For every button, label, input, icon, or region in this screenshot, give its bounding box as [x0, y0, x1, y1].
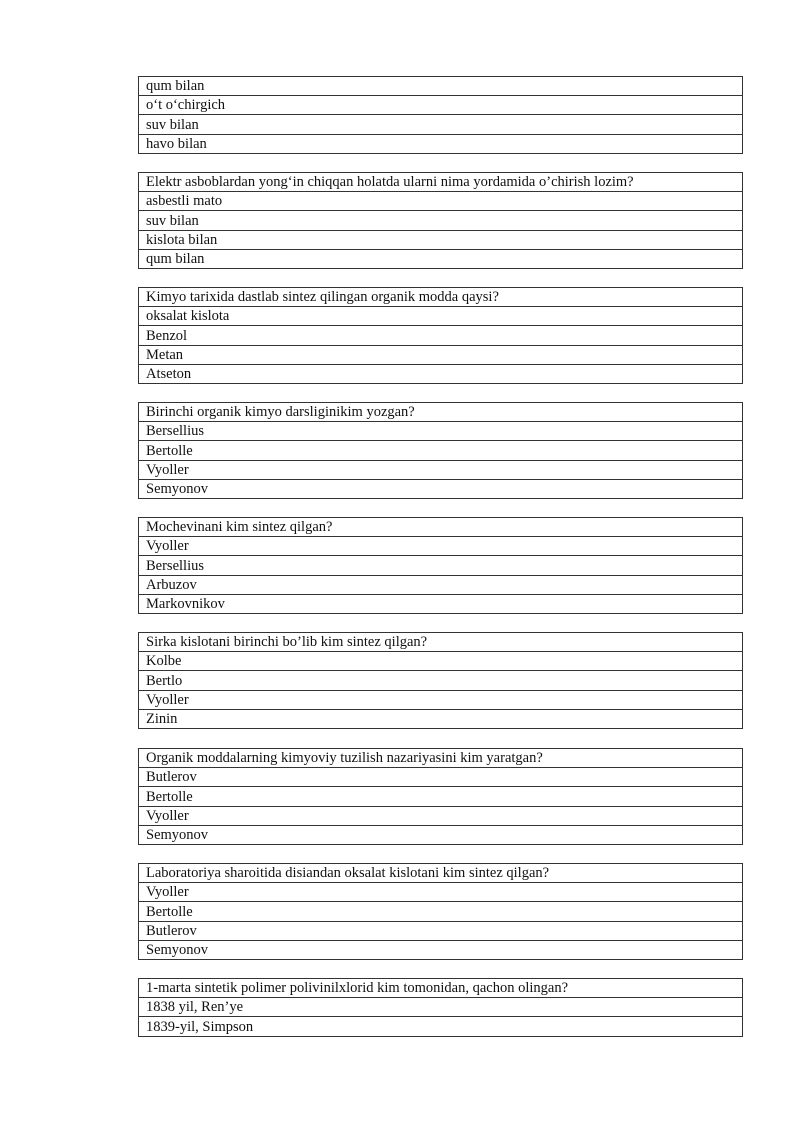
answer-row: [139, 690, 743, 709]
question-block-3: [138, 287, 743, 384]
answer-row: [139, 652, 743, 671]
answer-option: Bersellius: [139, 422, 743, 441]
answer-option: Bertolle: [139, 441, 743, 460]
question-text: Organik moddalarning kimyoviy tuzilish nazariyasini kim yaratgan?: [139, 749, 743, 768]
answer-row: [139, 479, 743, 498]
answer-row: [139, 422, 743, 441]
answer-row: [139, 307, 743, 326]
answer-option: Atseton: [139, 364, 743, 383]
answer-row: [139, 806, 743, 825]
question-block-2: [138, 172, 743, 269]
answer-option: Bertlo: [139, 671, 743, 690]
question-row: [139, 979, 743, 998]
answer-option: Kolbe: [139, 652, 743, 671]
question-text: Mochevinani kim sintez qilgan?: [139, 518, 743, 537]
answer-row: [139, 364, 743, 383]
answer-option: Semyonov: [139, 479, 743, 498]
question-block-7: [138, 748, 743, 845]
question-text: 1-marta sintetik polimer polivinilxlorid kim tomonidan, qachon olingan?: [139, 979, 743, 998]
answer-option: 1839-yil, Simpson: [139, 1017, 743, 1036]
answer-row: [139, 883, 743, 902]
answer-row: [139, 768, 743, 787]
question-text: Sirka kislotani birinchi bo’lib kim sintez qilgan?: [139, 633, 743, 652]
answer-row: [139, 556, 743, 575]
answer-row: [139, 998, 743, 1017]
question-block-9: [138, 978, 743, 1037]
answer-option: Bertolle: [139, 787, 743, 806]
answer-row: [139, 115, 743, 134]
answer-row: [139, 671, 743, 690]
answer-row: [139, 96, 743, 115]
answer-option: Vyoller: [139, 806, 743, 825]
answer-row: [139, 537, 743, 556]
answer-option: Vyoller: [139, 460, 743, 479]
answer-option: Semyonov: [139, 825, 743, 844]
answer-row: [139, 921, 743, 940]
answer-option: Vyoller: [139, 883, 743, 902]
question-text: Elektr asboblardan yong‘in chiqqan holatda ularni nima yordamida o’chirish lozim?: [139, 173, 743, 192]
answer-row: [139, 940, 743, 959]
question-row: [139, 518, 743, 537]
answer-option: havo bilan: [139, 134, 743, 153]
answer-row: [139, 345, 743, 364]
answer-option: kislota bilan: [139, 230, 743, 249]
answer-row: [139, 1017, 743, 1036]
question-block-8: [138, 863, 743, 960]
answer-row: [139, 249, 743, 268]
answer-option: suv bilan: [139, 211, 743, 230]
answer-option: Butlerov: [139, 921, 743, 940]
answer-row: [139, 211, 743, 230]
answer-option: oksalat kislota: [139, 307, 743, 326]
answer-option: Butlerov: [139, 768, 743, 787]
answer-option: o‘t o‘chirgich: [139, 96, 743, 115]
answer-option: qum bilan: [139, 249, 743, 268]
answer-row: [139, 230, 743, 249]
answer-option: qum bilan: [139, 77, 743, 96]
answer-option: Metan: [139, 345, 743, 364]
answer-option: suv bilan: [139, 115, 743, 134]
answer-row: [139, 787, 743, 806]
answer-option: Markovnikov: [139, 594, 743, 613]
question-row: [139, 633, 743, 652]
answer-option: Vyoller: [139, 690, 743, 709]
question-block-4: [138, 402, 743, 499]
answer-row: [139, 825, 743, 844]
answer-option: Bertolle: [139, 902, 743, 921]
answer-row: [139, 709, 743, 728]
answer-option: Zinin: [139, 709, 743, 728]
answer-row: [139, 326, 743, 345]
answer-option: Benzol: [139, 326, 743, 345]
answer-option: Bersellius: [139, 556, 743, 575]
question-row: [139, 403, 743, 422]
answer-option: asbestli mato: [139, 192, 743, 211]
answer-row: [139, 460, 743, 479]
question-row: [139, 173, 743, 192]
answer-row: [139, 902, 743, 921]
answer-option: Semyonov: [139, 940, 743, 959]
answer-option: 1838 yil, Ren’ye: [139, 998, 743, 1017]
question-text: Kimyo tarixida dastlab sintez qilingan organik modda qaysi?: [139, 288, 743, 307]
answer-option: Vyoller: [139, 537, 743, 556]
question-row: [139, 749, 743, 768]
question-row: [139, 864, 743, 883]
question-text: Laboratoriya sharoitida disiandan oksalat kislotani kim sintez qilgan?: [139, 864, 743, 883]
answer-row: [139, 441, 743, 460]
question-block-6: [138, 632, 743, 729]
answer-row: [139, 77, 743, 96]
question-text: Birinchi organik kimyo darsliginikim yozgan?: [139, 403, 743, 422]
answer-row: [139, 594, 743, 613]
question-block-5: [138, 517, 743, 614]
answer-row: [139, 134, 743, 153]
question-row: [139, 288, 743, 307]
answer-row: [139, 192, 743, 211]
answer-row: [139, 575, 743, 594]
answer-option: Arbuzov: [139, 575, 743, 594]
question-block-1: [138, 76, 743, 154]
